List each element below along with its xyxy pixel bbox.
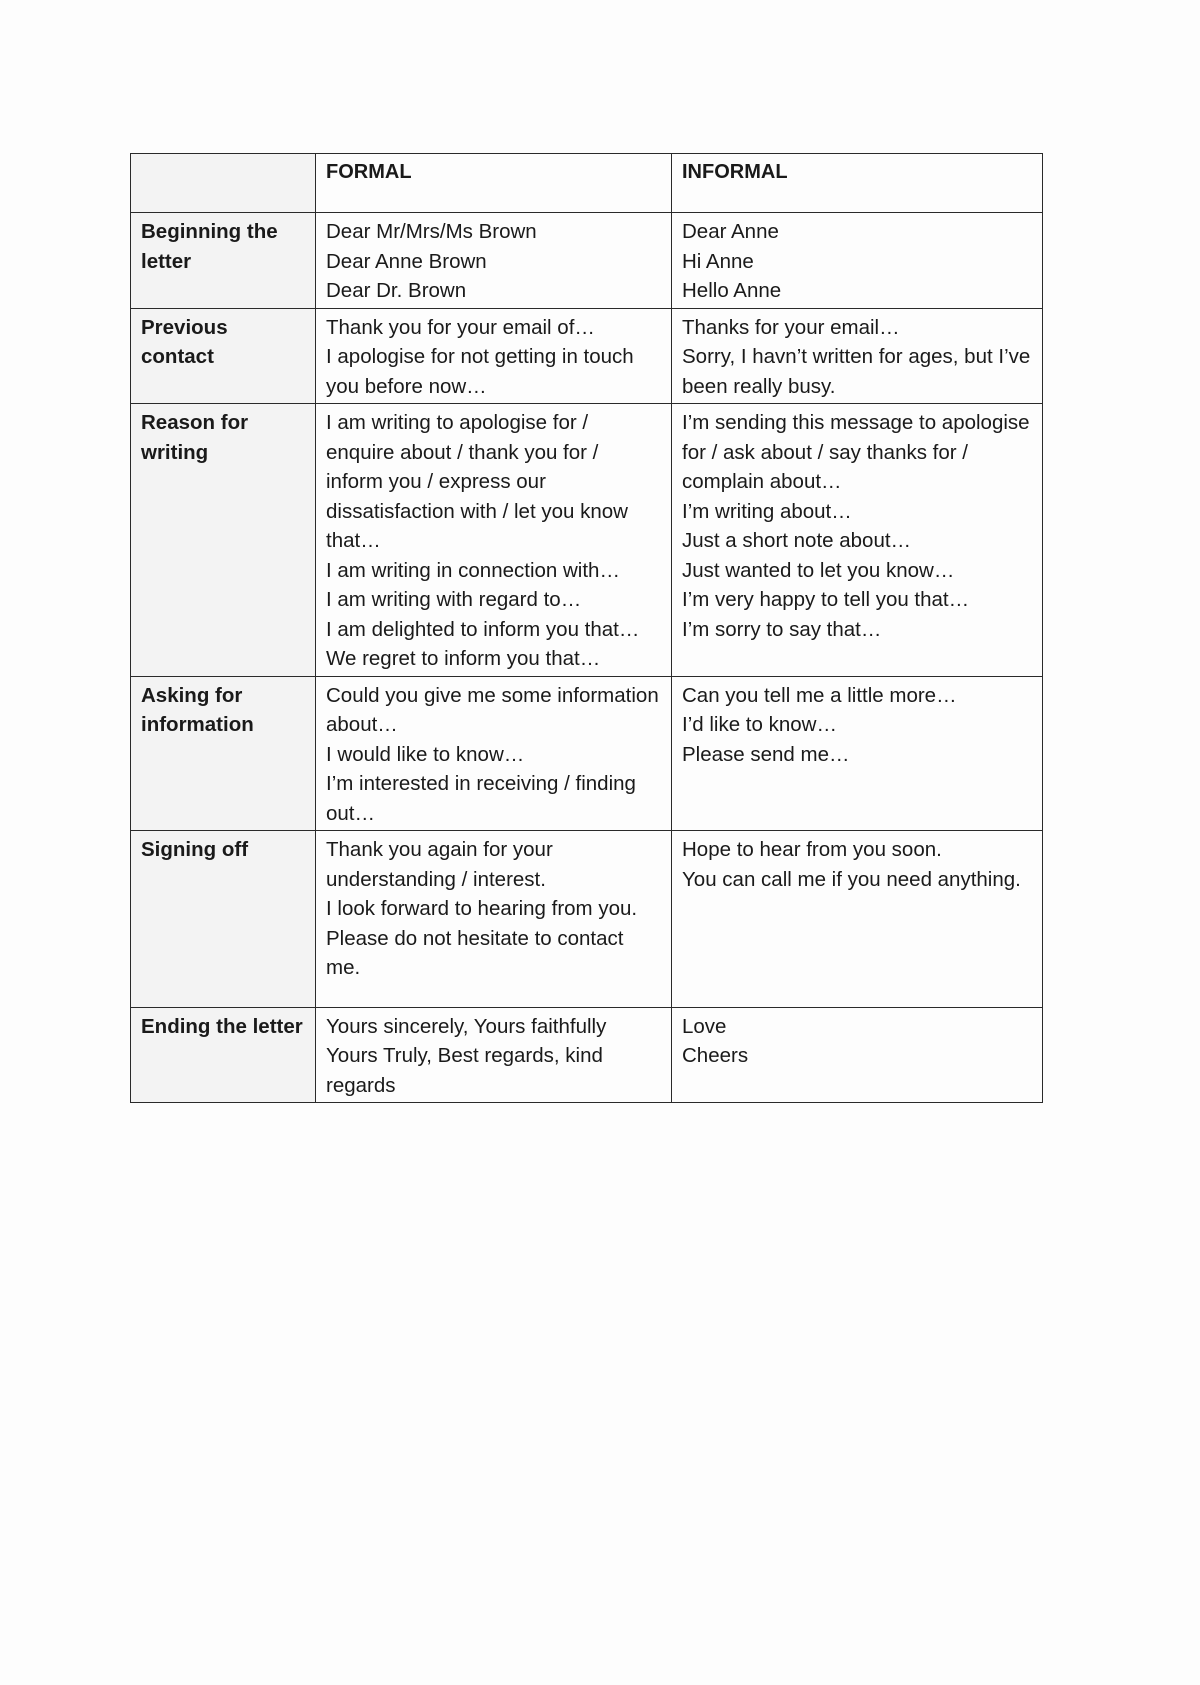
formal-phrase: Thank you again for your understanding / interest. [326, 838, 553, 891]
formal-cell-asking [316, 676, 672, 831]
informal-phrase: Thanks for your email… [682, 315, 900, 339]
informal-phrase: Sorry, I havn’t written for ages, but I’ve been really busy. [682, 345, 1031, 398]
formal-cell-reason [316, 404, 672, 677]
header-formal: FORMAL [316, 154, 672, 213]
informal-phrase: Hope to hear from you soon. [682, 838, 942, 861]
formal-phrase: Yours Truly, Best regards, kind regards [326, 1044, 603, 1097]
informal-phrase: I’m sending this message to apologise for / ask about / say thanks for / complain about… [682, 411, 1030, 493]
formal-cell-previous-contact [316, 308, 672, 404]
informal-cell-ending [672, 1007, 1043, 1103]
table-header-row [131, 154, 1043, 213]
row-label-ending: Ending the letter [131, 1007, 316, 1103]
formal-cell-ending [316, 1007, 672, 1103]
formal-phrase: Dear Dr. Brown [326, 279, 467, 302]
informal-phrase: Hello Anne [682, 279, 782, 302]
informal-phrase: Please send me… [682, 742, 850, 766]
informal-phrase: Love [682, 1014, 727, 1038]
formal-phrase: Please do not hesitate to contact me. [326, 926, 624, 979]
table-row-previous-contact [131, 308, 1043, 404]
formal-phrase: We regret to inform you that… [326, 647, 601, 670]
informal-phrase: You can call me if you need anything. [682, 867, 1021, 891]
informal-phrase: Just a short note about… [682, 529, 912, 552]
row-label-asking: Asking for information [131, 676, 316, 831]
row-label-reason: Reason for writing [131, 404, 316, 677]
informal-cell-previous-contact [672, 308, 1043, 404]
informal-phrase: Hi Anne [682, 249, 754, 273]
formal-phrase: Dear Anne Brown [326, 249, 487, 273]
row-label-previous-contact: Previous contact [131, 308, 316, 404]
formal-phrase: I apologise for not getting in touch you before now… [326, 345, 634, 398]
formal-phrase: I am writing to apologise for / enquire about / thank you for / inform you / express our dissatisfaction with / let you know that… [326, 411, 628, 552]
informal-phrase: Can you tell me a little more… [682, 683, 957, 707]
informal-phrase: I’d like to know… [682, 713, 837, 736]
informal-cell-reason [672, 404, 1043, 677]
formal-cell-beginning [316, 213, 672, 309]
row-label-signing-off: Signing off [131, 831, 316, 1008]
header-corner-cell [131, 154, 316, 213]
formal-phrase: I look forward to hearing from you. [326, 897, 638, 920]
informal-phrase: I’m writing about… [682, 499, 852, 523]
informal-cell-signing-off [672, 831, 1043, 1008]
informal-phrase: Just wanted to let you know… [682, 558, 955, 582]
formal-cell-signing-off [316, 831, 672, 1008]
formal-phrase: I’m interested in receiving / finding out… [326, 772, 636, 825]
formal-phrase: I am writing in connection with… [326, 558, 620, 582]
formal-phrase: I would like to know… [326, 742, 525, 766]
table-row-asking [131, 676, 1043, 831]
informal-phrase: Dear Anne [682, 220, 779, 243]
row-label-beginning: Beginning the letter [131, 213, 316, 309]
formal-phrase: Yours sincerely, Yours faithfully [326, 1014, 607, 1038]
informal-phrase: Cheers [682, 1044, 749, 1067]
table-row-ending [131, 1007, 1043, 1103]
informal-phrase: I’m sorry to say that… [682, 617, 882, 641]
formal-phrase: Dear Mr/Mrs/Ms Brown [326, 220, 537, 243]
header-informal: INFORMAL [672, 154, 1043, 213]
formal-phrase: Thank you for your email of… [326, 315, 595, 339]
informal-cell-asking [672, 676, 1043, 831]
letter-phrases-table [130, 153, 1043, 1103]
formal-phrase: I am delighted to inform you that… [326, 617, 640, 641]
informal-phrase: I’m very happy to tell you that… [682, 588, 970, 611]
formal-phrase: I am writing with regard to… [326, 588, 582, 611]
table-row-beginning [131, 213, 1043, 309]
table-row-reason [131, 404, 1043, 677]
informal-cell-beginning [672, 213, 1043, 309]
formal-phrase: Could you give me some information about… [326, 683, 659, 736]
table-row-signing-off [131, 831, 1043, 1008]
